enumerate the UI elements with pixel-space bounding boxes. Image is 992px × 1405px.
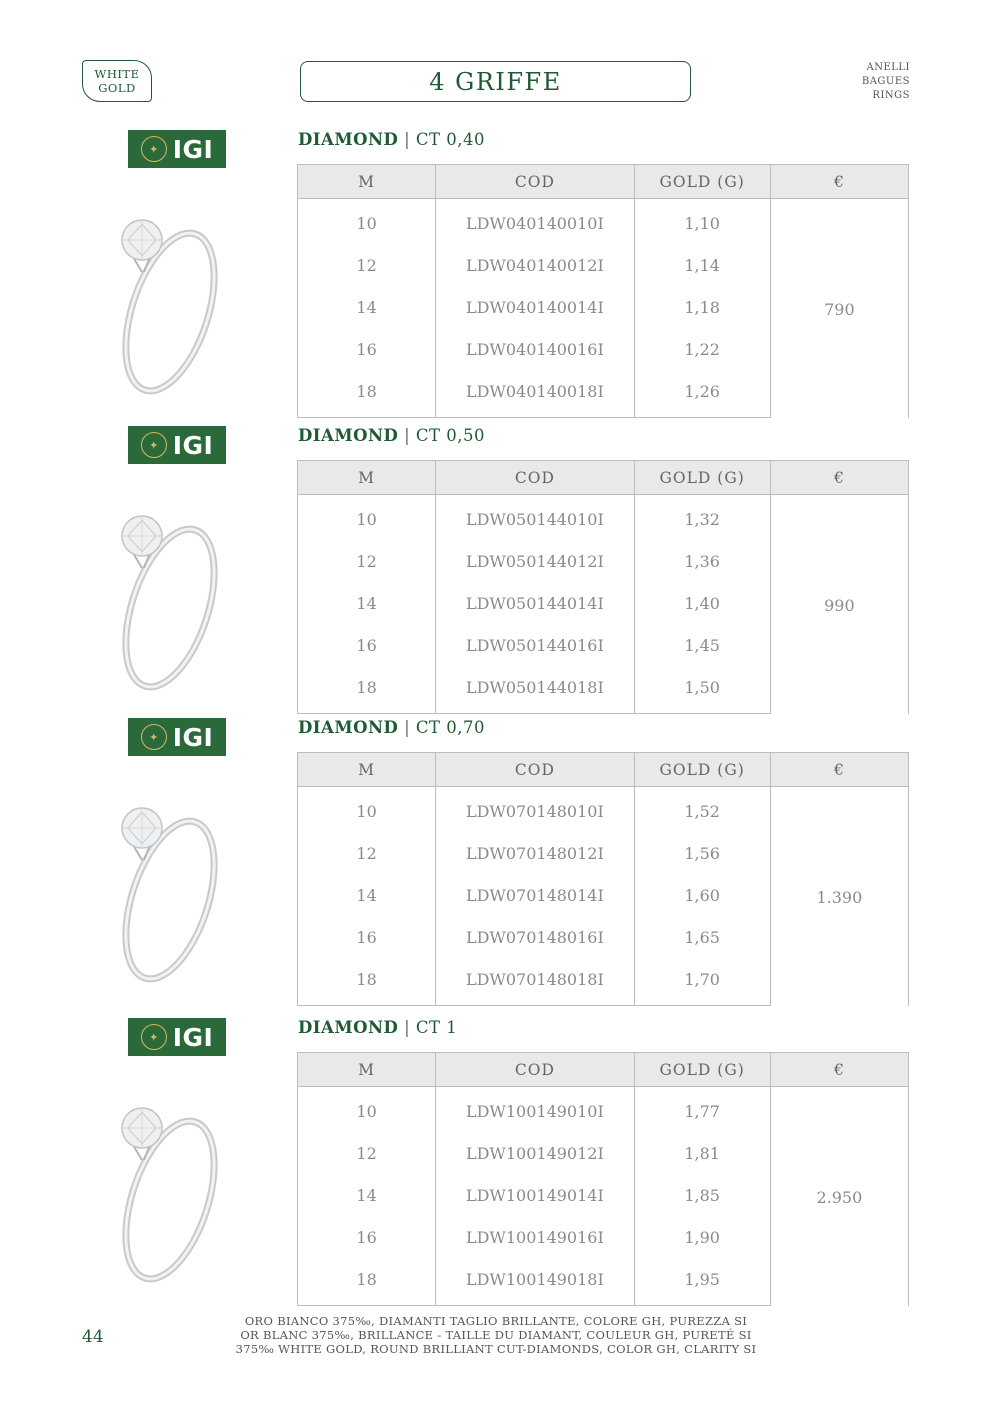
code-cell: LDW100149010I bbox=[436, 1087, 634, 1133]
header-gold-weight: GOLD (G) bbox=[634, 1053, 770, 1087]
igi-logo-text: IGI bbox=[172, 722, 214, 752]
code-cell: LDW040140018I bbox=[436, 370, 634, 418]
gold-weight-cell: 1,95 bbox=[634, 1258, 770, 1306]
igi-logo-text: IGI bbox=[172, 1022, 214, 1052]
size-cell: 16 bbox=[298, 1216, 436, 1258]
table-header-row bbox=[298, 1053, 909, 1087]
code-cell: LDW050144014I bbox=[436, 582, 634, 624]
igi-seal-icon: ✦ bbox=[141, 724, 167, 750]
size-cell: 12 bbox=[298, 832, 436, 874]
badge-line1: WHITE bbox=[94, 67, 140, 81]
size-cell: 10 bbox=[298, 495, 436, 541]
spec-table bbox=[297, 164, 909, 418]
header-size: M bbox=[298, 165, 436, 199]
code-cell: LDW050144012I bbox=[436, 540, 634, 582]
heading-separator: | bbox=[398, 718, 416, 737]
igi-logo bbox=[128, 130, 226, 168]
code-cell: LDW100149018I bbox=[436, 1258, 634, 1306]
size-cell: 10 bbox=[298, 787, 436, 833]
igi-logo bbox=[128, 1018, 226, 1056]
diamond-label: DIAMOND bbox=[298, 718, 399, 737]
page-number: 44 bbox=[82, 1327, 104, 1347]
ring-illustration bbox=[100, 1100, 225, 1285]
code-cell: LDW070148018I bbox=[436, 958, 634, 1006]
gold-weight-cell: 1,32 bbox=[634, 495, 770, 541]
footer-line-it: ORO BIANCO 375‰, DIAMANTI TAGLIO BRILLANTE, COLORE GH, PUREZZA SI bbox=[244, 1314, 748, 1328]
size-cell: 14 bbox=[298, 874, 436, 916]
header-code: COD bbox=[436, 1053, 634, 1087]
price-cell: 790 bbox=[770, 199, 908, 418]
size-cell: 14 bbox=[298, 1174, 436, 1216]
gold-weight-cell: 1,70 bbox=[634, 958, 770, 1006]
header-size: M bbox=[298, 461, 436, 495]
ring-illustration bbox=[100, 212, 225, 397]
igi-seal-icon: ✦ bbox=[141, 136, 167, 162]
heading-separator: | bbox=[398, 426, 416, 445]
ring-illustration bbox=[100, 508, 225, 693]
size-cell: 10 bbox=[298, 199, 436, 245]
code-cell: LDW070148012I bbox=[436, 832, 634, 874]
gold-weight-cell: 1,40 bbox=[634, 582, 770, 624]
gold-weight-cell: 1,18 bbox=[634, 286, 770, 328]
gold-weight-cell: 1,22 bbox=[634, 328, 770, 370]
igi-logo-text: IGI bbox=[172, 134, 214, 164]
carat-label: CT 0,70 bbox=[415, 718, 486, 737]
code-cell: LDW050144018I bbox=[436, 666, 634, 714]
size-cell: 18 bbox=[298, 1258, 436, 1306]
code-cell: LDW040140010I bbox=[436, 199, 634, 245]
carat-label: CT 0,40 bbox=[415, 130, 486, 149]
header-gold-weight: GOLD (G) bbox=[634, 753, 770, 787]
igi-logo bbox=[128, 426, 226, 464]
header-gold-weight: GOLD (G) bbox=[634, 165, 770, 199]
size-cell: 16 bbox=[298, 328, 436, 370]
size-cell: 10 bbox=[298, 1087, 436, 1133]
size-cell: 16 bbox=[298, 916, 436, 958]
size-cell: 18 bbox=[298, 666, 436, 714]
code-cell: LDW050144016I bbox=[436, 624, 634, 666]
table-row bbox=[298, 787, 909, 833]
carat-label: CT 0,50 bbox=[415, 426, 486, 445]
diamond-label: DIAMOND bbox=[298, 426, 399, 445]
page-title-text: 4 GRIFFE bbox=[429, 67, 562, 96]
size-cell: 12 bbox=[298, 1132, 436, 1174]
page-title bbox=[300, 61, 691, 102]
spec-table bbox=[297, 1052, 909, 1306]
heading-separator: | bbox=[398, 130, 416, 149]
header-price: € bbox=[770, 165, 908, 199]
code-cell: LDW040140016I bbox=[436, 328, 634, 370]
diamond-label: DIAMOND bbox=[298, 130, 399, 149]
size-cell: 16 bbox=[298, 624, 436, 666]
white-gold-badge bbox=[82, 60, 152, 102]
code-cell: LDW100149012I bbox=[436, 1132, 634, 1174]
footer-line-fr: OR BLANC 375‰, BRILLANCE - TAILLE DU DIAMANT, COULEUR GH, PURETÉ SI bbox=[240, 1328, 752, 1342]
gold-weight-cell: 1,81 bbox=[634, 1132, 770, 1174]
code-cell: LDW070148010I bbox=[436, 787, 634, 833]
ring-image bbox=[100, 1100, 225, 1285]
size-cell: 18 bbox=[298, 370, 436, 418]
ring-image bbox=[100, 212, 225, 397]
size-cell: 12 bbox=[298, 540, 436, 582]
spec-table bbox=[297, 752, 909, 1006]
carat-label: CT 1 bbox=[415, 1018, 458, 1037]
header-size: M bbox=[298, 1053, 436, 1087]
igi-logo bbox=[128, 718, 226, 756]
table-header-row bbox=[298, 165, 909, 199]
gold-weight-cell: 1,65 bbox=[634, 916, 770, 958]
table-header-row bbox=[298, 461, 909, 495]
code-cell: LDW040140014I bbox=[436, 286, 634, 328]
section-heading bbox=[298, 426, 485, 445]
gold-weight-cell: 1,10 bbox=[634, 199, 770, 245]
category-list bbox=[862, 61, 910, 103]
footer-line-en: 375‰ WHITE GOLD, ROUND BRILLIANT CUT-DIAMONDS, COLOR GH, CLARITY SI bbox=[235, 1342, 757, 1356]
gold-weight-cell: 1,26 bbox=[634, 370, 770, 418]
spec-table bbox=[297, 460, 909, 714]
header-size: M bbox=[298, 753, 436, 787]
table-row bbox=[298, 495, 909, 541]
code-cell: LDW050144010I bbox=[436, 495, 634, 541]
gold-weight-cell: 1,60 bbox=[634, 874, 770, 916]
price-cell: 2.950 bbox=[770, 1087, 908, 1306]
code-cell: LDW100149016I bbox=[436, 1216, 634, 1258]
code-cell: LDW040140012I bbox=[436, 244, 634, 286]
header-code: COD bbox=[436, 753, 634, 787]
igi-seal-icon: ✦ bbox=[141, 432, 167, 458]
gold-weight-cell: 1,45 bbox=[634, 624, 770, 666]
gold-weight-cell: 1,50 bbox=[634, 666, 770, 714]
header-code: COD bbox=[436, 461, 634, 495]
footer-notes bbox=[200, 1314, 792, 1356]
category-en: RINGS bbox=[872, 90, 910, 101]
price-cell: 990 bbox=[770, 495, 908, 714]
header-price: € bbox=[770, 1053, 908, 1087]
gold-weight-cell: 1,56 bbox=[634, 832, 770, 874]
header-price: € bbox=[770, 753, 908, 787]
table-header-row bbox=[298, 753, 909, 787]
table-row bbox=[298, 1087, 909, 1133]
igi-logo-text: IGI bbox=[172, 430, 214, 460]
gold-weight-cell: 1,14 bbox=[634, 244, 770, 286]
code-cell: LDW100149014I bbox=[436, 1174, 634, 1216]
gold-weight-cell: 1,85 bbox=[634, 1174, 770, 1216]
ring-illustration bbox=[100, 800, 225, 985]
code-cell: LDW070148014I bbox=[436, 874, 634, 916]
section-heading bbox=[298, 130, 485, 149]
section-heading bbox=[298, 1018, 457, 1037]
gold-weight-cell: 1,52 bbox=[634, 787, 770, 833]
section-heading bbox=[298, 718, 485, 737]
size-cell: 12 bbox=[298, 244, 436, 286]
ring-image bbox=[100, 508, 225, 693]
badge-line2: GOLD bbox=[98, 81, 136, 95]
diamond-label: DIAMOND bbox=[298, 1018, 399, 1037]
size-cell: 14 bbox=[298, 286, 436, 328]
gold-weight-cell: 1,36 bbox=[634, 540, 770, 582]
price-cell: 1.390 bbox=[770, 787, 908, 1006]
size-cell: 18 bbox=[298, 958, 436, 1006]
size-cell: 14 bbox=[298, 582, 436, 624]
gold-weight-cell: 1,90 bbox=[634, 1216, 770, 1258]
header-price: € bbox=[770, 461, 908, 495]
table-row bbox=[298, 199, 909, 245]
ring-image bbox=[100, 800, 225, 985]
gold-weight-cell: 1,77 bbox=[634, 1087, 770, 1133]
category-fr: BAGUES bbox=[861, 76, 910, 87]
code-cell: LDW070148016I bbox=[436, 916, 634, 958]
header-code: COD bbox=[436, 165, 634, 199]
category-it: ANELLI bbox=[866, 62, 910, 73]
heading-separator: | bbox=[398, 1018, 416, 1037]
header-gold-weight: GOLD (G) bbox=[634, 461, 770, 495]
igi-seal-icon: ✦ bbox=[141, 1024, 167, 1050]
